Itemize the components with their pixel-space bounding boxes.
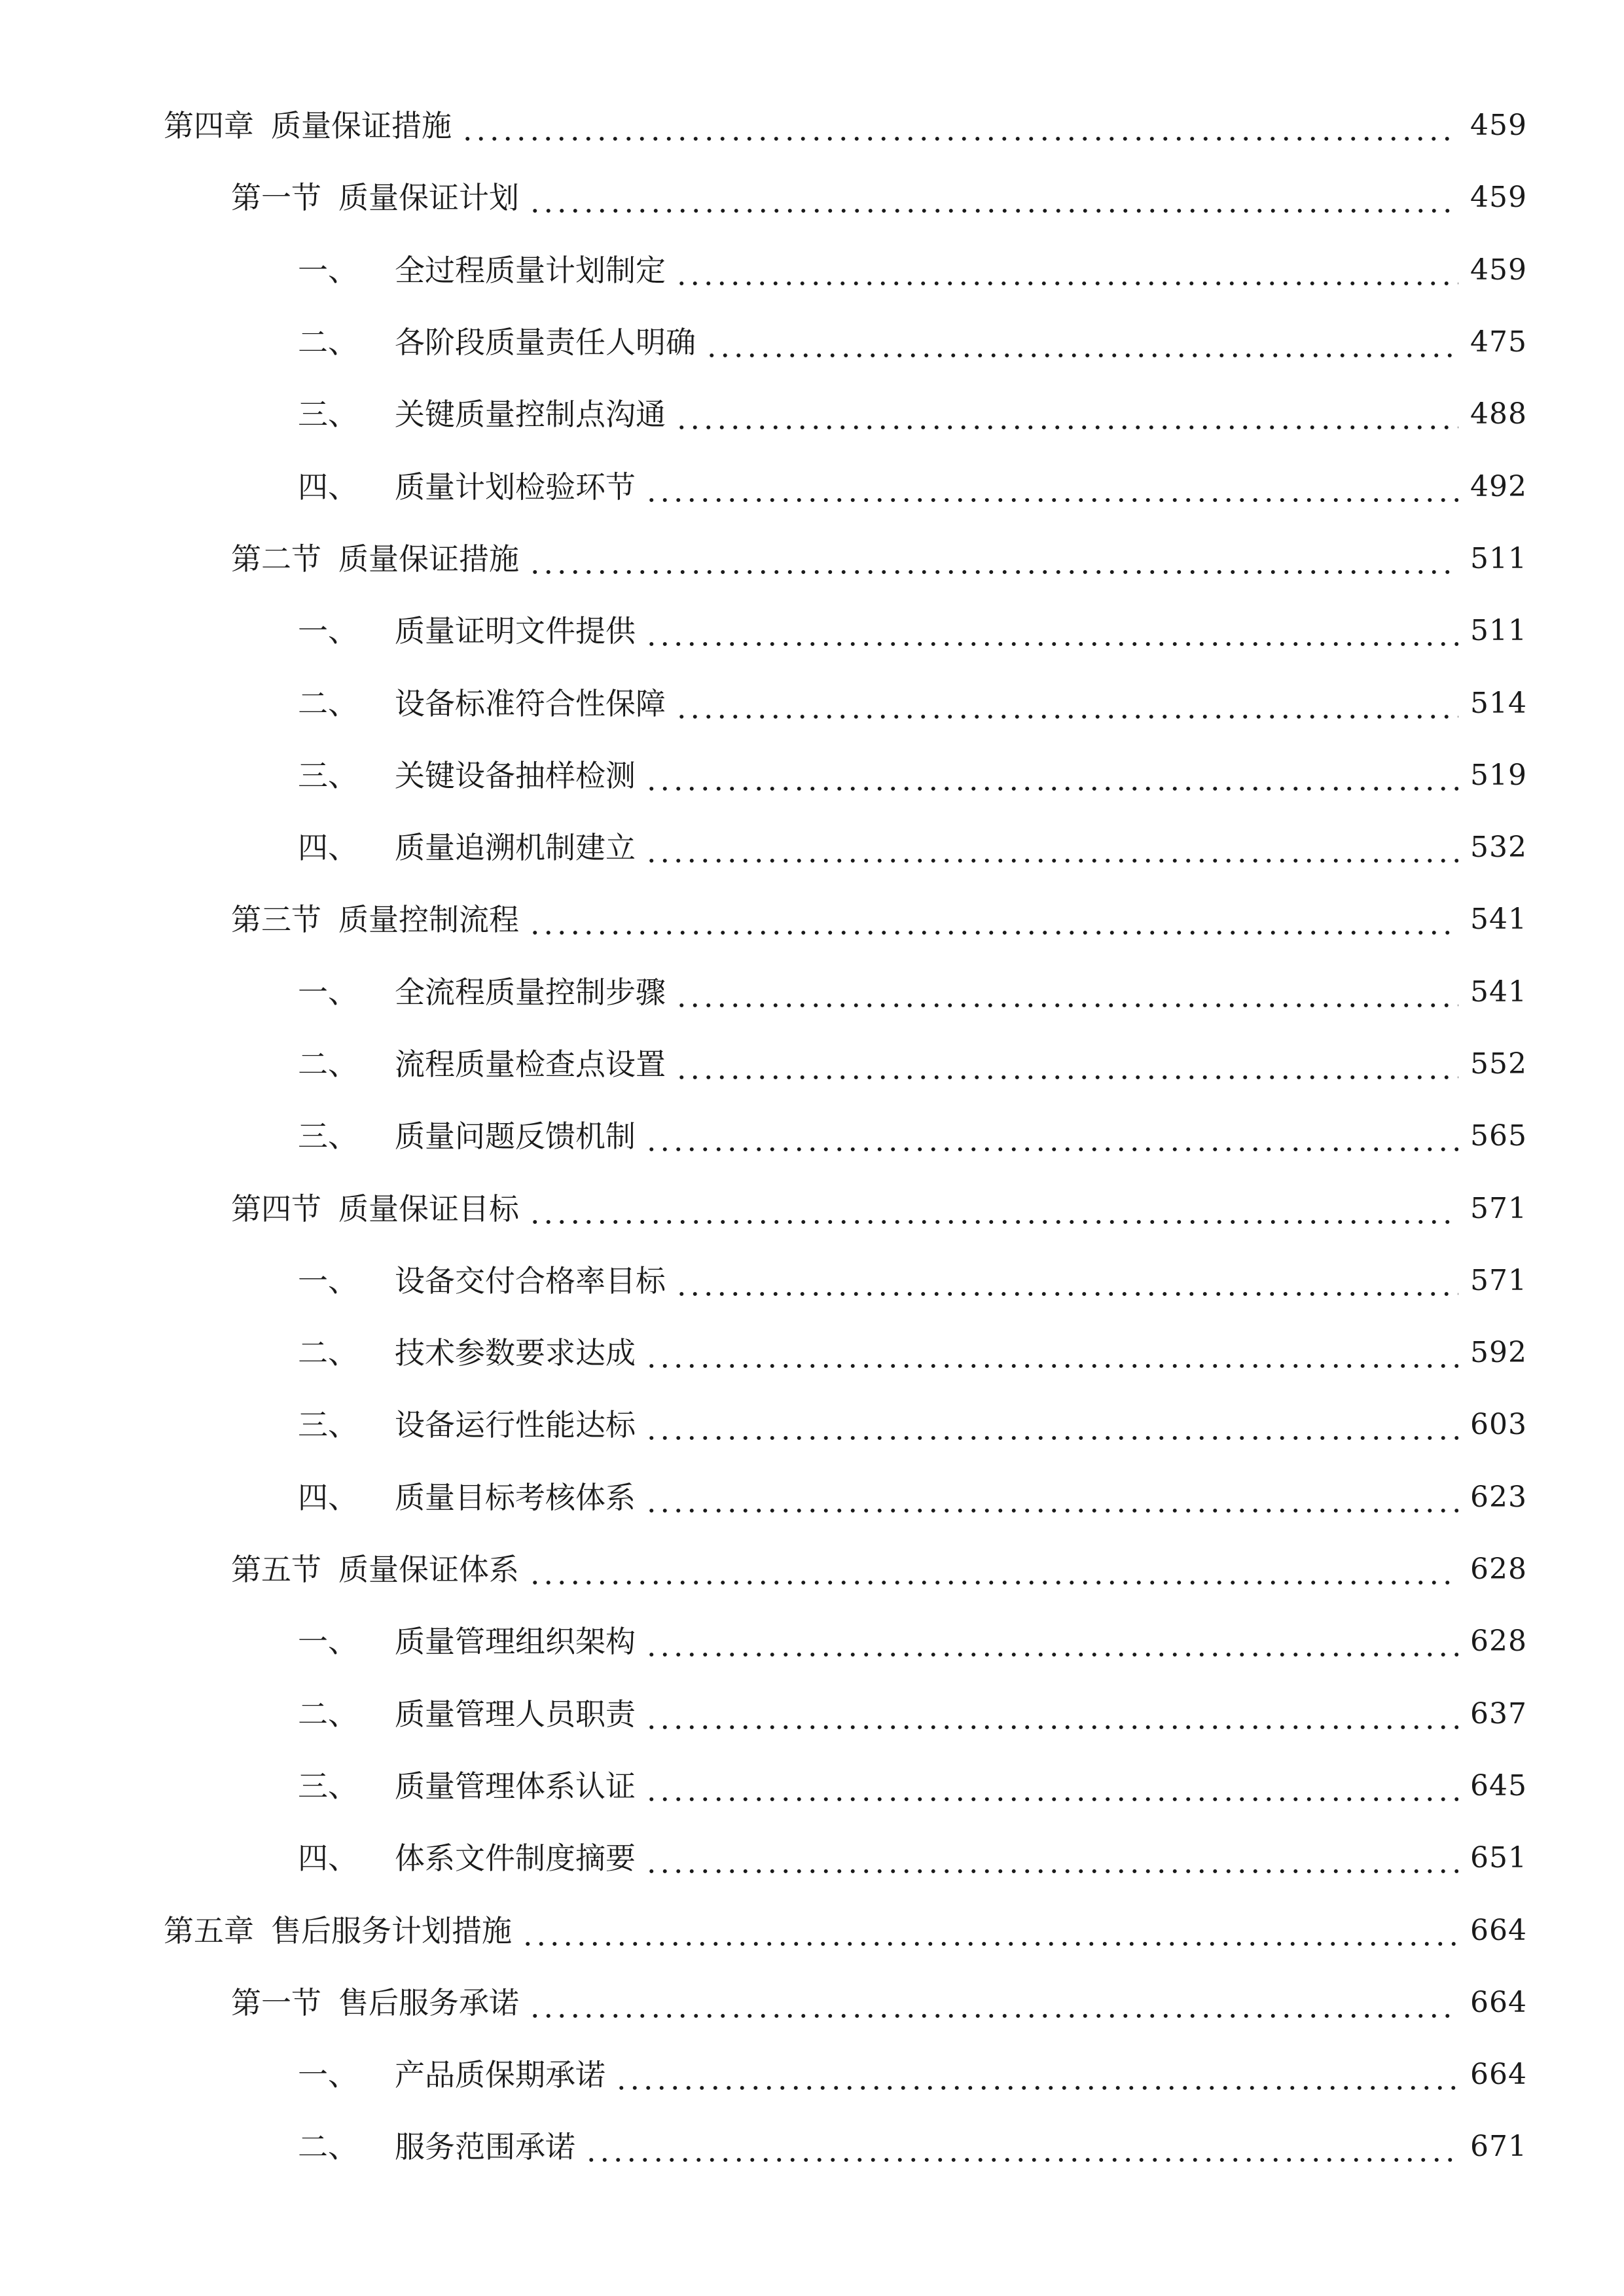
toc-subsection-entry[interactable] xyxy=(0,740,1624,812)
toc-subsection-entry[interactable] xyxy=(0,450,1624,522)
toc-entry-heading xyxy=(298,1768,636,1804)
toc-entry-number: 二、 xyxy=(298,325,358,361)
toc-entry-heading xyxy=(231,1191,519,1227)
toc-page-number: 623 xyxy=(1470,1480,1527,1514)
toc-entry-title: 设备交付合格率目标 xyxy=(395,1263,666,1299)
toc-chapter-entry[interactable] xyxy=(0,90,1624,162)
toc-entry-heading xyxy=(164,1912,512,1948)
toc-dot-leader xyxy=(528,1194,1458,1224)
toc-entry-heading xyxy=(298,1335,636,1371)
toc-entry-title: 设备标准符合性保障 xyxy=(395,685,666,721)
toc-entry-heading xyxy=(298,1407,636,1443)
toc-page-number: 532 xyxy=(1470,831,1527,865)
toc-subsection-entry[interactable] xyxy=(0,1678,1624,1750)
toc-subsection-entry[interactable] xyxy=(0,1100,1624,1172)
toc-dot-leader xyxy=(675,1049,1458,1079)
toc-chapter-entry[interactable] xyxy=(0,1894,1624,1966)
toc-dot-leader xyxy=(675,255,1458,285)
toc-dot-leader xyxy=(645,1771,1458,1801)
toc-entry-title: 质量计划检验环节 xyxy=(395,469,636,505)
toc-section-entry[interactable] xyxy=(0,523,1624,595)
toc-entry-heading xyxy=(298,325,696,361)
toc-page-number: 541 xyxy=(1470,975,1527,1009)
toc-entry-title: 质量目标考核体系 xyxy=(395,1479,636,1515)
toc-dot-leader xyxy=(461,111,1458,141)
toc-subsection-entry[interactable] xyxy=(0,956,1624,1028)
toc-section-entry[interactable] xyxy=(0,1967,1624,2039)
toc-entry-title: 关键设备抽样检测 xyxy=(395,757,636,793)
toc-dot-leader xyxy=(645,761,1458,791)
toc-dot-leader xyxy=(528,544,1458,574)
toc-page-number: 671 xyxy=(1470,2130,1527,2164)
toc-page-number: 519 xyxy=(1470,758,1527,792)
toc-entry-heading xyxy=(231,180,519,216)
toc-entry-number: 第四章 xyxy=(164,108,254,144)
toc-page-number: 459 xyxy=(1470,181,1527,215)
toc-entry-number: 一、 xyxy=(298,2057,358,2093)
toc-entry-heading xyxy=(298,252,666,288)
toc-page-number: 511 xyxy=(1470,541,1527,575)
toc-entry-heading xyxy=(298,397,666,433)
toc-entry-number: 三、 xyxy=(298,1119,358,1155)
toc-dot-leader xyxy=(705,327,1458,357)
toc-entry-number: 二、 xyxy=(298,2129,358,2165)
toc-page-number: 603 xyxy=(1470,1408,1527,1442)
toc-entry-heading xyxy=(298,830,636,866)
toc-entry-heading xyxy=(298,613,636,649)
toc-dot-leader xyxy=(645,1699,1458,1729)
toc-entry-heading xyxy=(298,469,636,505)
toc-page-number: 664 xyxy=(1470,1985,1527,2019)
toc-entry-title: 质量管理组织架构 xyxy=(395,1624,636,1660)
toc-page-number: 459 xyxy=(1470,109,1527,143)
toc-entry-number: 第五章 xyxy=(164,1912,254,1948)
toc-dot-leader xyxy=(645,1482,1458,1513)
toc-dot-leader xyxy=(645,1338,1458,1368)
toc-entry-number: 四、 xyxy=(298,469,358,505)
toc-entry-number: 一、 xyxy=(298,1624,358,1660)
toc-entry-number: 二、 xyxy=(298,1335,358,1371)
toc-page-number: 492 xyxy=(1470,469,1527,503)
toc-entry-title: 质量管理体系认证 xyxy=(395,1768,636,1804)
toc-entry-number: 四、 xyxy=(298,1840,358,1876)
toc-dot-leader xyxy=(585,2132,1458,2162)
toc-entry-number: 三、 xyxy=(298,397,358,433)
toc-entry-number: 第四节 xyxy=(231,1191,321,1227)
toc-page-number: 651 xyxy=(1470,1841,1527,1875)
toc-entry-title: 体系文件制度摘要 xyxy=(395,1840,636,1876)
toc-subsection-entry[interactable] xyxy=(0,1605,1624,1677)
toc-dot-leader xyxy=(675,1266,1458,1296)
toc-entry-title: 售后服务计划措施 xyxy=(271,1912,512,1948)
toc-subsection-entry[interactable] xyxy=(0,1750,1624,1822)
toc-entry-heading xyxy=(298,1624,636,1660)
toc-entry-heading xyxy=(298,685,666,721)
toc-subsection-entry[interactable] xyxy=(0,234,1624,306)
toc-page-number: 475 xyxy=(1470,325,1527,359)
toc-page-number: 645 xyxy=(1470,1768,1527,1803)
toc-entry-title: 各阶段质量责任人明确 xyxy=(395,325,696,361)
toc-page-number: 571 xyxy=(1470,1191,1527,1225)
toc-entry-heading xyxy=(298,2057,605,2093)
toc-entry-heading xyxy=(298,757,636,793)
toc-entry-heading xyxy=(298,974,666,1010)
toc-subsection-entry[interactable] xyxy=(0,1028,1624,1100)
toc-subsection-entry[interactable] xyxy=(0,2111,1624,2183)
toc-entry-number: 三、 xyxy=(298,757,358,793)
toc-page-number: 565 xyxy=(1470,1119,1527,1153)
toc-dot-leader xyxy=(528,183,1458,213)
toc-entry-number: 第一节 xyxy=(231,180,321,216)
toc-entry-heading xyxy=(298,1047,666,1082)
toc-page-number: 628 xyxy=(1470,1552,1527,1587)
toc-subsection-entry[interactable] xyxy=(0,2039,1624,2111)
toc-entry-heading xyxy=(164,108,452,144)
toc-page-number: 592 xyxy=(1470,1336,1527,1370)
toc-entry-number: 第一节 xyxy=(231,1984,321,2020)
toc-entry-title: 产品质保期承诺 xyxy=(395,2057,605,2093)
toc-subsection-entry[interactable] xyxy=(0,595,1624,667)
toc-subsection-entry[interactable] xyxy=(0,812,1624,884)
toc-subsection-entry[interactable] xyxy=(0,306,1624,378)
toc-entry-title: 质量问题反馈机制 xyxy=(395,1119,636,1155)
toc-entry-number: 二、 xyxy=(298,1047,358,1082)
toc-page-number: 459 xyxy=(1470,253,1527,287)
toc-entry-heading xyxy=(298,1696,636,1732)
toc-section-entry[interactable] xyxy=(0,162,1624,234)
toc-dot-leader xyxy=(645,1410,1458,1440)
toc-dot-leader xyxy=(675,399,1458,429)
toc-entry-number: 一、 xyxy=(298,1263,358,1299)
toc-entry-title: 质量保证措施 xyxy=(271,108,452,144)
toc-entry-title: 关键质量控制点沟通 xyxy=(395,397,666,433)
toc-subsection-entry[interactable] xyxy=(0,1462,1624,1534)
toc-entry-heading xyxy=(231,1552,519,1588)
toc-subsection-entry[interactable] xyxy=(0,1389,1624,1461)
toc-entry-title: 质量保证目标 xyxy=(338,1191,519,1227)
toc-entry-heading xyxy=(298,2129,575,2165)
toc-page-number: 552 xyxy=(1470,1047,1527,1081)
toc-entry-number: 四、 xyxy=(298,830,358,866)
toc-dot-leader xyxy=(521,1916,1458,1946)
toc-page-number: 637 xyxy=(1470,1696,1527,1731)
toc-entry-title: 质量追溯机制建立 xyxy=(395,830,636,866)
toc-section-entry[interactable] xyxy=(0,1172,1624,1244)
toc-entry-heading xyxy=(298,1119,636,1155)
toc-entry-heading xyxy=(231,541,519,577)
toc-entry-title: 质量保证措施 xyxy=(338,541,519,577)
toc-page-number: 514 xyxy=(1470,686,1527,720)
toc-page-number: 511 xyxy=(1470,614,1527,648)
toc-entry-title: 质量控制流程 xyxy=(338,902,519,938)
toc-dot-leader xyxy=(645,1843,1458,1873)
toc-entry-number: 一、 xyxy=(298,252,358,288)
toc-entry-title: 质量保证计划 xyxy=(338,180,519,216)
toc-entry-title: 质量证明文件提供 xyxy=(395,613,636,649)
toc-entry-title: 流程质量检查点设置 xyxy=(395,1047,666,1082)
toc-dot-leader xyxy=(645,1121,1458,1151)
toc-dot-leader xyxy=(675,689,1458,719)
toc-entry-heading xyxy=(231,1984,519,2020)
toc-dot-leader xyxy=(615,2060,1458,2090)
toc-entry-number: 第二节 xyxy=(231,541,321,577)
toc-subsection-entry[interactable] xyxy=(0,1317,1624,1389)
toc-page-number: 571 xyxy=(1470,1263,1527,1297)
toc-entry-number: 四、 xyxy=(298,1479,358,1515)
toc-entry-title: 设备运行性能达标 xyxy=(395,1407,636,1443)
toc-section-entry[interactable] xyxy=(0,884,1624,956)
toc-dot-leader xyxy=(675,977,1458,1007)
toc-dot-leader xyxy=(645,833,1458,863)
toc-entry-title: 技术参数要求达成 xyxy=(395,1335,636,1371)
toc-section-entry[interactable] xyxy=(0,1534,1624,1605)
toc-entry-heading xyxy=(298,1479,636,1515)
toc-entry-title: 质量管理人员职责 xyxy=(395,1696,636,1732)
toc-entry-heading xyxy=(298,1840,636,1876)
toc-dot-leader xyxy=(645,472,1458,502)
toc-page-number: 664 xyxy=(1470,2058,1527,2092)
toc-entry-title: 服务范围承诺 xyxy=(395,2129,575,2165)
toc-page-number: 541 xyxy=(1470,903,1527,937)
toc-entry-title: 全流程质量控制步骤 xyxy=(395,974,666,1010)
toc-page-number: 488 xyxy=(1470,397,1527,431)
toc-entry-number: 三、 xyxy=(298,1768,358,1804)
toc-dot-leader xyxy=(528,1988,1458,2018)
toc-entry-title: 全过程质量计划制定 xyxy=(395,252,666,288)
toc-entry-number: 三、 xyxy=(298,1407,358,1443)
toc-entry-number: 一、 xyxy=(298,974,358,1010)
toc-entry-number: 第五节 xyxy=(231,1552,321,1588)
toc-subsection-entry[interactable] xyxy=(0,1822,1624,1894)
toc-subsection-entry[interactable] xyxy=(0,667,1624,739)
toc-page-number: 664 xyxy=(1470,1913,1527,1947)
toc-subsection-entry[interactable] xyxy=(0,378,1624,450)
toc-entry-number: 二、 xyxy=(298,685,358,721)
toc-entry-number: 一、 xyxy=(298,613,358,649)
table-of-contents xyxy=(0,90,1624,2183)
toc-dot-leader xyxy=(645,616,1458,646)
toc-dot-leader xyxy=(645,1626,1458,1657)
toc-subsection-entry[interactable] xyxy=(0,1245,1624,1317)
toc-dot-leader xyxy=(528,905,1458,935)
toc-entry-number: 第三节 xyxy=(231,902,321,938)
toc-page-number: 628 xyxy=(1470,1624,1527,1659)
toc-entry-title: 售后服务承诺 xyxy=(338,1984,519,2020)
toc-entry-heading xyxy=(231,902,519,938)
toc-entry-number: 二、 xyxy=(298,1696,358,1732)
toc-dot-leader xyxy=(528,1554,1458,1585)
toc-entry-heading xyxy=(298,1263,666,1299)
toc-entry-title: 质量保证体系 xyxy=(338,1552,519,1588)
